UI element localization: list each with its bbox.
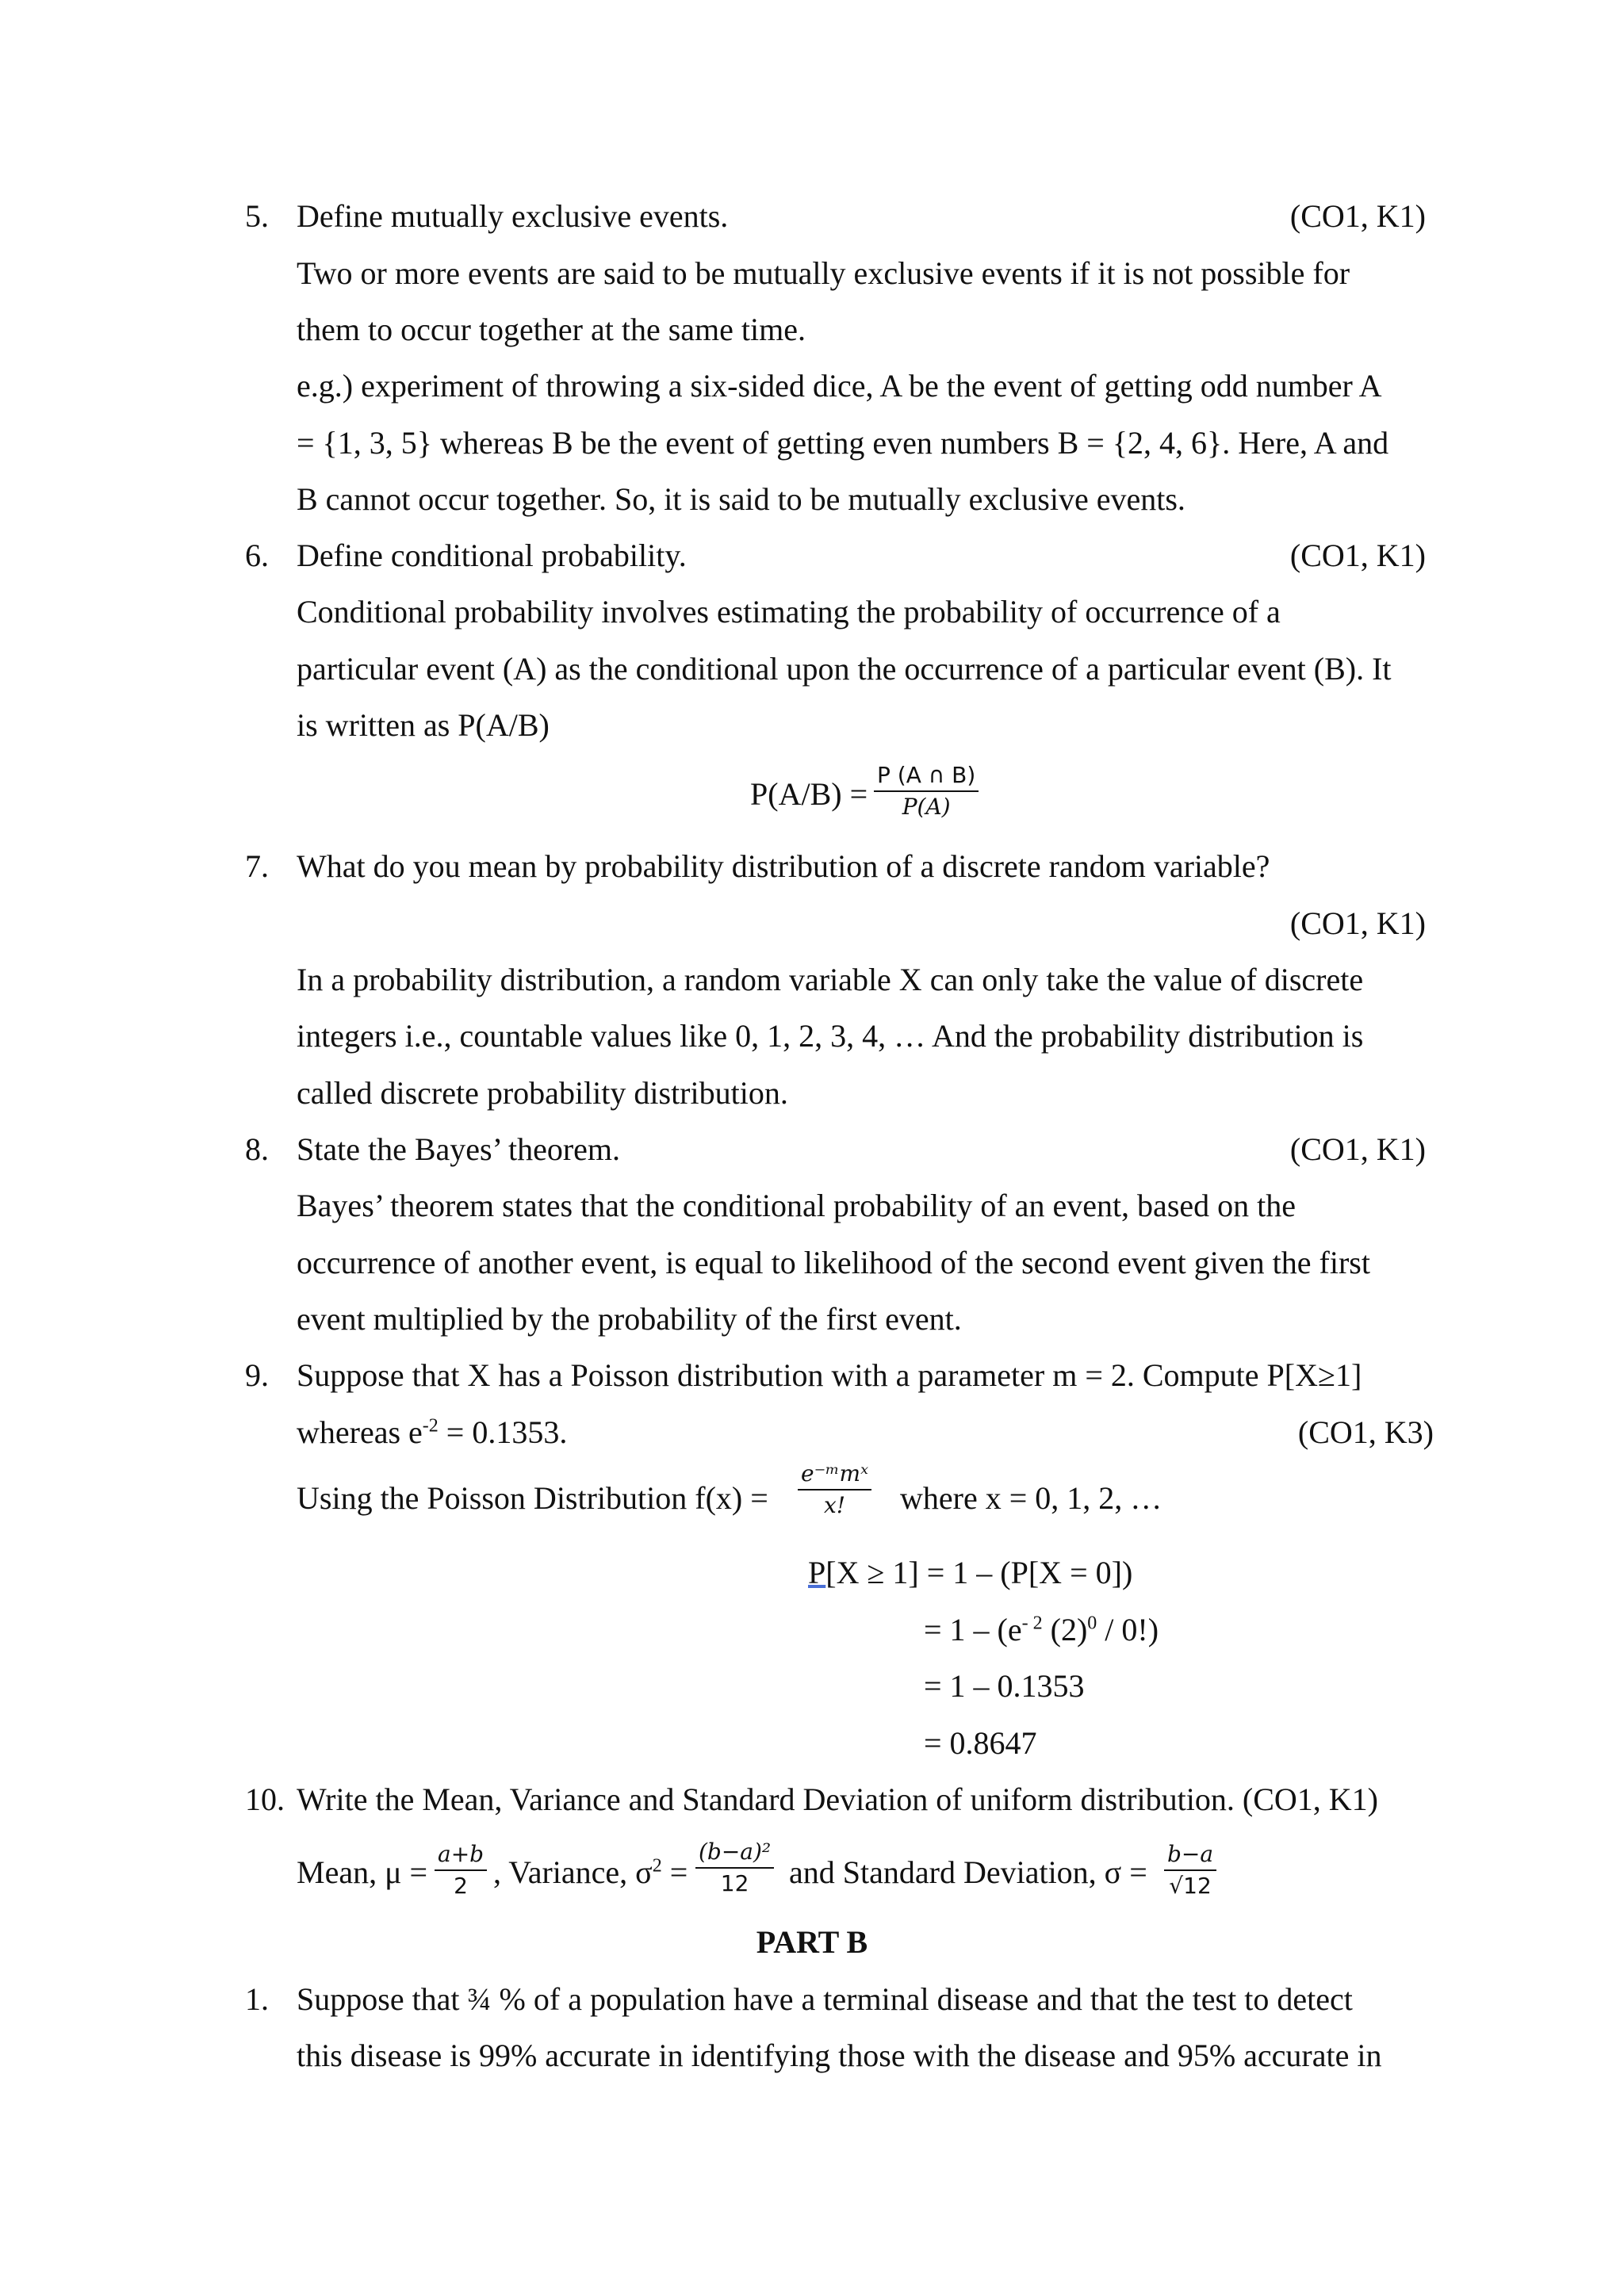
text-run: = <box>661 1854 688 1890</box>
fraction-numerator: b−a <box>1164 1843 1216 1871</box>
answer-line: is written as P(A/B) <box>297 707 550 743</box>
conditional-probability-fraction <box>874 764 979 818</box>
mean-fraction <box>435 1843 487 1897</box>
solution-step <box>808 1557 1132 1589</box>
answer-line: them to occur together at the same time. <box>297 312 806 347</box>
fraction-numerator: (b−a)² <box>695 1841 774 1869</box>
solution-step: = 0.8647 <box>924 1725 1037 1761</box>
fraction-numerator: P (A ∩ B) <box>874 764 979 792</box>
fraction-denominator: 12 <box>720 1870 749 1896</box>
course-outcome-code: (CO1, K1) <box>1289 1131 1426 1167</box>
fraction-denominator: 2 <box>454 1873 468 1899</box>
fraction-denominator: √12 <box>1169 1873 1212 1899</box>
text-run: P <box>808 1555 826 1590</box>
course-outcome-code: (CO1, K1) <box>1289 905 1426 941</box>
fraction-denominator: P(A) <box>902 794 951 820</box>
text-run: whereas e <box>297 1414 423 1450</box>
solution-step <box>924 1614 1159 1646</box>
poisson-fraction <box>798 1460 871 1518</box>
question-number: 8. <box>245 1131 269 1167</box>
question-number: 7. <box>245 848 269 884</box>
answer-line: Two or more events are said to be mutually exclusive events if it is not possible for <box>297 255 1350 291</box>
exponent: 0 <box>1087 1613 1097 1634</box>
answer-line: occurrence of another event, is equal to likelihood of the second event given the first <box>297 1245 1370 1280</box>
text-run: / 0!) <box>1097 1612 1159 1647</box>
text-run: = 1 – (e <box>924 1612 1022 1647</box>
answer-line: In a probability distribution, a random variable X can only take the value of discrete <box>297 962 1364 997</box>
fraction-numerator: a+b <box>435 1843 487 1871</box>
question-text-line-2 <box>297 1414 568 1450</box>
course-outcome-code: (CO1, K1) <box>1289 198 1426 234</box>
text-run: = 0.1353. <box>438 1414 568 1450</box>
answer-line: Bayes’ theorem states that the conditional probability of an event, based on the <box>297 1188 1296 1223</box>
question-text: What do you mean by probability distribution of a discrete random variable? <box>297 848 1270 884</box>
variance-label <box>493 1854 688 1890</box>
course-outcome-code: (CO1, K1) <box>1289 538 1426 573</box>
section-heading: PART B <box>756 1924 868 1960</box>
question-text: this disease is 99% accurate in identifying those with the disease and 95% accurate in <box>297 2038 1382 2073</box>
text-run: , Variance, σ <box>493 1854 653 1890</box>
question-text: Suppose that ¾ % of a population have a terminal disease and that the test to detect <box>297 1981 1353 2017</box>
exponent: 2 <box>652 1855 662 1877</box>
answer-line: called discrete probability distribution. <box>297 1075 788 1111</box>
answer-line: integers i.e., countable values like 0, 1, 2, 3, 4, … And the probability distribution is <box>297 1018 1364 1054</box>
exponent: - 2 <box>1021 1613 1043 1634</box>
course-outcome-code: (CO1, K3) <box>1297 1414 1434 1450</box>
fraction-denominator: x! <box>823 1492 846 1518</box>
question-text: Define conditional probability. <box>297 538 687 573</box>
standard-deviation-fraction <box>1164 1843 1216 1897</box>
question-text: Define mutually exclusive events. <box>297 198 729 234</box>
answer-line: B cannot occur together. So, it is said to be mutually exclusive events. <box>297 481 1185 517</box>
text-run: [X ≥ 1] = 1 – (P[X = 0]) <box>825 1555 1133 1590</box>
poisson-intro: Using the Poisson Distribution f(x) = <box>297 1480 768 1516</box>
question-number: 5. <box>245 198 269 234</box>
question-text: State the Bayes’ theorem. <box>297 1131 621 1167</box>
answer-line: Conditional probability involves estimating the probability of occurrence of a <box>297 594 1281 629</box>
formula-lhs: P(A/B) = <box>750 776 868 812</box>
exponent: -2 <box>422 1415 439 1437</box>
standard-deviation-label: and Standard Deviation, σ = <box>789 1854 1147 1890</box>
question-text: Write the Mean, Variance and Standard Deviation of uniform distribution. (CO1, K1) <box>297 1781 1378 1817</box>
question-number: 9. <box>245 1357 269 1393</box>
mean-label: Mean, μ = <box>297 1854 428 1890</box>
answer-line: particular event (A) as the conditional upon the occurrence of a particular event (B). It <box>297 651 1392 687</box>
question-number: 6. <box>245 538 269 573</box>
answer-line: event multiplied by the probability of the first event. <box>297 1301 962 1337</box>
question-text: Suppose that X has a Poisson distribution with a parameter m = 2. Compute P[X≥1] <box>297 1357 1362 1393</box>
text-run: (2) <box>1042 1612 1088 1647</box>
question-number: 10. <box>245 1781 285 1817</box>
answer-line: = {1, 3, 5} whereas B be the event of getting even numbers B = {2, 4, 6}. Here, A and <box>297 425 1389 461</box>
question-number: 1. <box>245 1981 269 2017</box>
poisson-domain: where x = 0, 1, 2, … <box>900 1480 1162 1516</box>
variance-fraction <box>695 1841 774 1895</box>
fraction-numerator: e⁻ᵐmˣ <box>798 1463 871 1490</box>
solution-step: = 1 – 0.1353 <box>924 1668 1085 1704</box>
answer-line: e.g.) experiment of throwing a six-sided dice, A be the event of getting odd number A <box>297 368 1382 404</box>
